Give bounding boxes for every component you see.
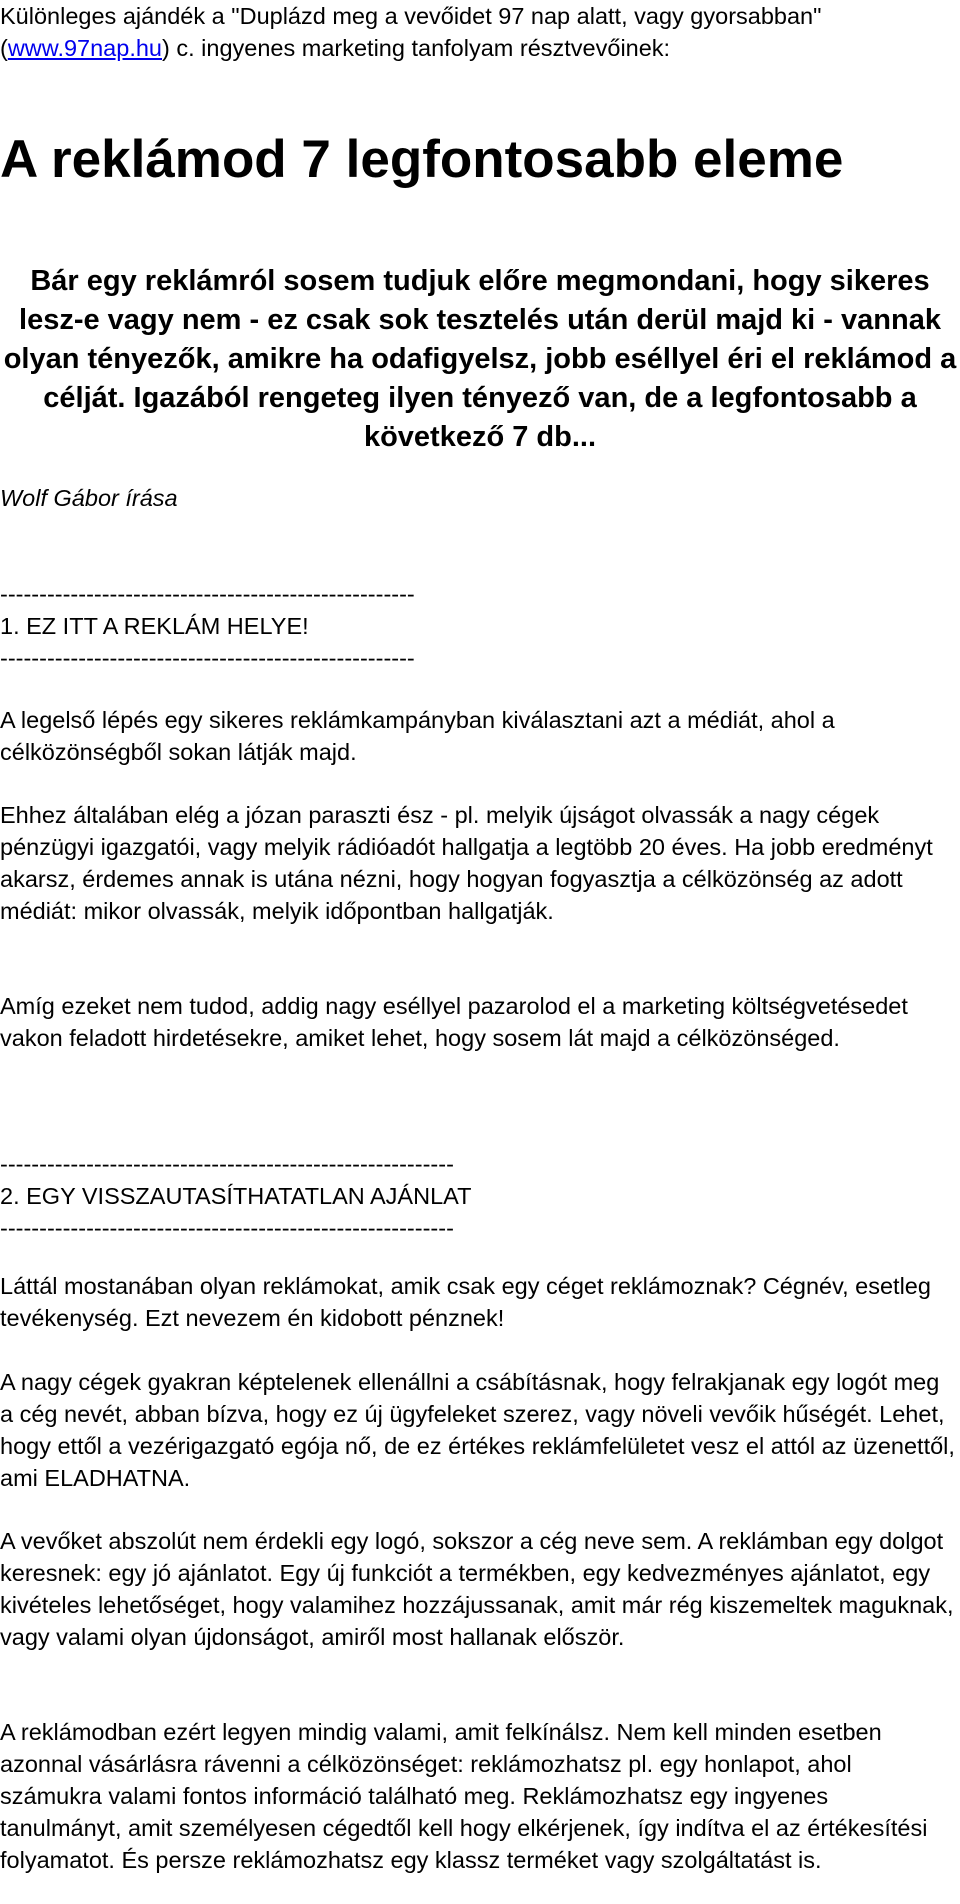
paragraph: A reklámodban ezért legyen mindig valami, amit felkínálsz. Nem kell minden esetben azonnal vásárlásra rávenni a célközönséget: reklámozhatsz pl. egy honlapot, ahol számukra valami fontos információ található meg. Reklámozhatsz egy ingyenes tanulmányt, amit személyesen cégedtől kell hogy elkérjenek, így indítva el az értékesítési folyamatot. És persze reklámozhatsz egy klassz terméket vagy szolgáltatást is.	[0, 1719, 928, 1873]
article-title: A reklámod 7 legfontosabb eleme	[0, 130, 844, 189]
divider-line: ----------------------------------------------------------	[0, 1151, 454, 1177]
section-2-header	[0, 1148, 955, 1244]
paragraph: A legelső lépés egy sikeres reklámkampányban kiválasztani azt a médiát, ahol a célközönségből sokan látják majd.	[0, 707, 835, 765]
section-1-header	[0, 578, 955, 674]
section-2-heading: 2. EGY VISSZAUTASÍTHATATLAN AJÁNLAT	[0, 1183, 472, 1209]
article-author: Wolf Gábor írása	[0, 485, 178, 511]
intro-text	[0, 0, 955, 64]
divider-line: -----------------------------------------------------	[0, 581, 415, 607]
paragraph: A nagy cégek gyakran képtelenek ellenállni a csábításnak, hogy felrakjanak egy logót meg a cég nevét, abban bízva, hogy ez új ügyfeleket szerez, vagy növeli vevőik hűségét. Lehet, hogy ettől a vezérigazgató egója nő, de ez értékes reklámfelületet vesz el attól az üzenettől, ami ELADHATNA.	[0, 1369, 955, 1491]
divider-line: -----------------------------------------------------	[0, 645, 415, 671]
website-link[interactable]: www.97nap.hu	[7, 35, 162, 61]
paragraph: A vevőket abszolút nem érdekli egy logó, sokszor a cég neve sem. A reklámban egy dolgot keresnek: egy jó ajánlatot. Egy új funkciót a termékben, egy kedvezményes ajánlatot, egy kivételes lehetőséget, hogy valamihez hozzájussanak, amit már rég kiszemeltek maguknak, vagy valami olyan újdonságot, amiről most hallanak először.	[0, 1528, 954, 1650]
intro-text-start: Különleges ajándék a "Duplázd meg a vevőidet 97 nap alatt, vagy gyorsabban" (	[0, 3, 822, 61]
paragraph: Amíg ezeket nem tudod, addig nagy eséllyel pazarolod el a marketing költségvetésedet vakon feladott hirdetésekre, amiket lehet, hogy sosem lát majd a célközönséged.	[0, 993, 908, 1051]
article-lead: Bár egy reklámról sosem tudjuk előre megmondani, hogy sikeres lesz-e vagy nem - ez csak sok tesztelés után derül majd ki - vannak olyan tényezők, amikre ha odafigyelsz, jobb eséllyel éri el reklámod a célját. Igazából rengeteg ilyen tényező van, de a legfontosabb a következő 7 db...	[3, 265, 957, 453]
section-1-heading: 1. EZ ITT A REKLÁM HELYE!	[0, 613, 309, 639]
paragraph: Láttál mostanában olyan reklámokat, amik csak egy céget reklámoznak? Cégnév, esetleg tevékenység. Ezt nevezem én kidobott pénznek!	[0, 1273, 931, 1331]
intro-text-end: ) c. ingyenes marketing tanfolyam résztvevőinek:	[162, 35, 671, 61]
paragraph: Ehhez általában elég a józan paraszti ész - pl. melyik újságot olvassák a nagy cégek pénzügyi igazgatói, vagy melyik rádióadót hallgatja a legtöbb 20 éves. Ha jobb eredményt akarsz, érdemes annak is utána nézni, hogy hogyan fogyasztja a célközönség az adott médiát: mikor olvassák, melyik időpontban hallgatják.	[0, 802, 933, 924]
divider-line: ----------------------------------------------------------	[0, 1215, 454, 1241]
